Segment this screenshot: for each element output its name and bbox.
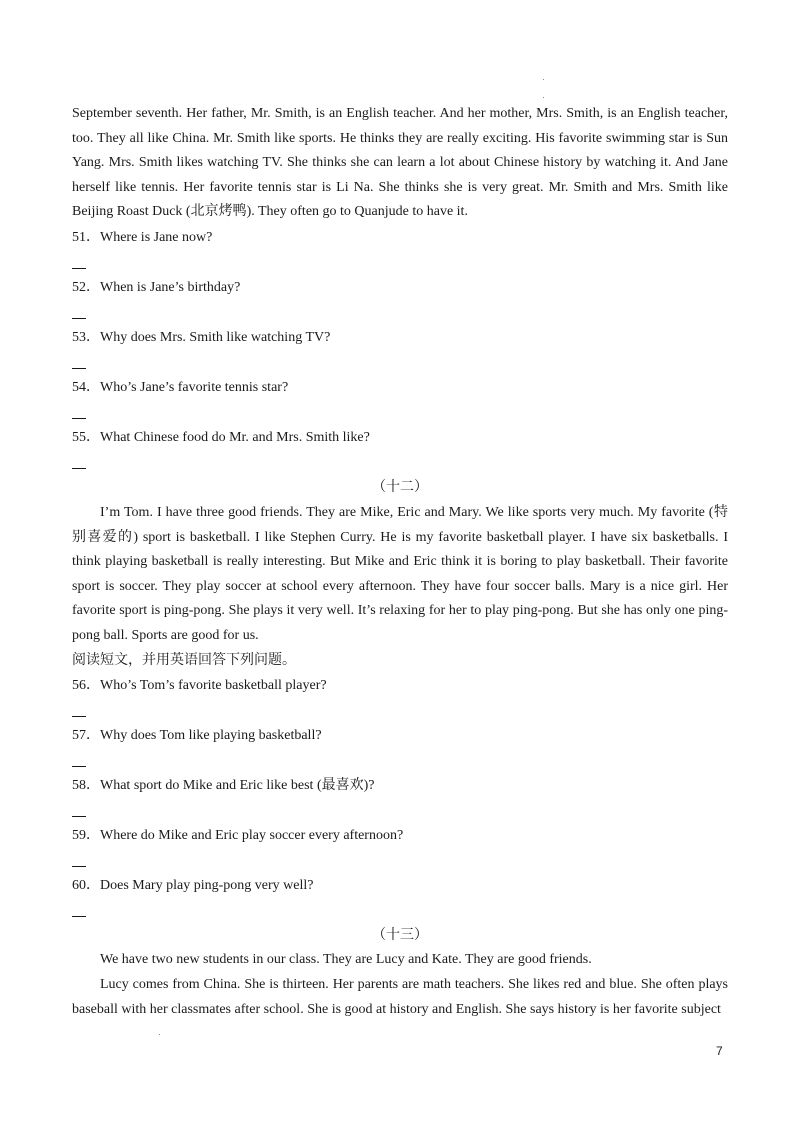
answer-blank-54[interactable] (72, 418, 86, 419)
answer-blank-56[interactable] (72, 716, 86, 717)
answer-blank-52[interactable] (72, 318, 86, 319)
scan-speck (543, 97, 544, 98)
scan-speck (543, 79, 544, 80)
answer-blank-57[interactable] (72, 766, 86, 767)
section-13-heading: （十三） (372, 928, 428, 943)
question-59: 59．Where do Mike and Eric play soccer every afternoon? (72, 828, 404, 843)
answer-blank-51[interactable] (72, 268, 86, 269)
question-57: 57．Why does Tom like playing basketball? (72, 728, 322, 743)
answer-blank-53[interactable] (72, 368, 86, 369)
answer-blank-60[interactable] (72, 916, 86, 917)
question-52: 52．When is Jane’s birthday? (72, 280, 241, 295)
page-number: 7 (716, 1044, 723, 1058)
question-55: 55．What Chinese food do Mr. and Mrs. Smith like? (72, 430, 370, 445)
question-51: 51．Where is Jane now? (72, 230, 213, 245)
section-13-paragraph-2: Lucy comes from China. She is thirteen. Her parents are math teachers. She likes red and blue. She often plays baseball with her classmates after school. She is good at history and English. She says history is her favorite subject (72, 977, 728, 1017)
answer-blank-55[interactable] (72, 468, 86, 469)
question-53: 53．Why does Mrs. Smith like watching TV? (72, 330, 331, 345)
answer-blank-59[interactable] (72, 866, 86, 867)
section-13-paragraph-1: We have two new students in our class. They are Lucy and Kate. They are good friends. (100, 952, 592, 967)
question-56: 56．Who’s Tom’s favorite basketball player? (72, 678, 327, 693)
question-60: 60．Does Mary play ping-pong very well? (72, 878, 314, 893)
answer-blank-58[interactable] (72, 816, 86, 817)
passage-11-text: September seventh. Her father, Mr. Smith, is an English teacher. And her mother, Mrs. Smith, is an English teacher, too. They all like China. Mr. Smith like sports. He thinks they are really exciting. His favorite swimming star is Sun Yang. Mrs. Smith likes watching TV. She thinks she can learn a lot about Chinese history by watching it. And Jane herself like tennis. Her favorite tennis star is Li Na. She thinks she is very great. Mr. Smith and Mrs. Smith like Beijing Roast Duck (北京烤鸭). They often go to Quanjude to have it. (72, 106, 728, 220)
section-12-heading: （十二） (372, 480, 428, 495)
section-12-instruction: 阅读短文，并用英语回答下列问题。 (72, 653, 296, 668)
section-12-passage: I’m Tom. I have three good friends. They are Mike, Eric and Mary. We like sports very much. My favorite (特别喜爱的) sport is basketball. I like Stephen Curry. He is my favorite basketball player. I have six basketballs. I think playing basketball is really interesting. But Mike and Eric think it is boring to play basketball. Their favorite sport is soccer. They play soccer at school every afternoon. They have four soccer balls. Mary is a nice girl. Her favorite sport is ping-pong. She plays it very well. It’s relaxing for her to play ping-pong. But she has only one ping-pong ball. Sports are good for us. (72, 505, 728, 643)
question-58: 58．What sport do Mike and Eric like best (最喜欢)? (72, 778, 375, 793)
scan-speck (159, 1034, 160, 1035)
question-54: 54．Who’s Jane’s favorite tennis star? (72, 380, 289, 395)
